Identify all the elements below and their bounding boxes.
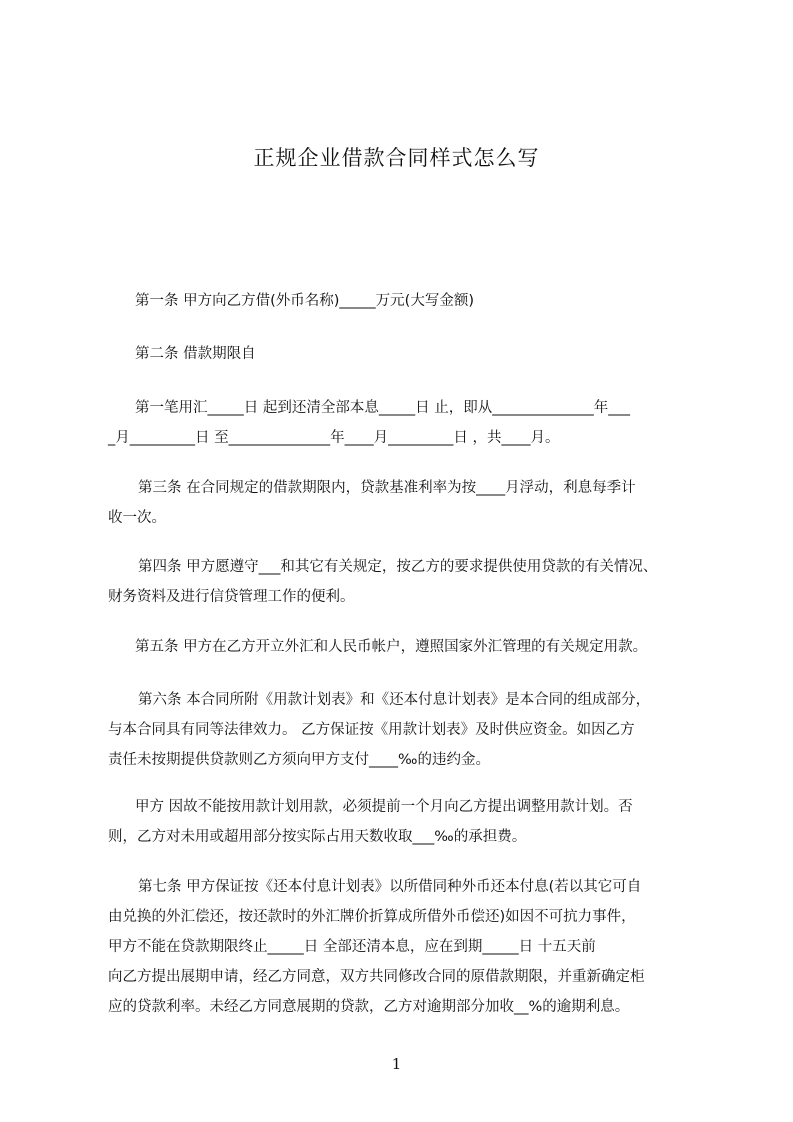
article-6 <box>105 685 705 775</box>
article-7-line-4: 向乙方提出展期申请，经乙方同意，双方共同修改合同的原借款期限，并重新确定柜 <box>108 969 645 985</box>
article-3 <box>105 473 705 533</box>
article-1 <box>105 286 705 316</box>
article-6-line-1: 第六条 本合同所附《用款计划表》和《还本付息计划表》是本合同的组成部分， <box>138 692 651 708</box>
document-title: 正规企业借款合同样式怎么写 <box>253 146 540 170</box>
article-6-line-3: 责任未按期提供贷款则乙方须向甲方支付____‰的违约金。 <box>108 752 490 768</box>
article-5-line-1: 第五条 甲方在乙方开立外汇和人民币帐户，遵照国家外汇管理的有关规定用款。 <box>135 639 648 655</box>
article-1-line-1: 第一条 甲方向乙方借(外币名称)_____万元(大写金额) <box>135 293 474 309</box>
article-2-line-1: 第二条 借款期限自 <box>135 346 256 362</box>
article-4-line-2: 财务资料及进行信贷管理工作的便利。 <box>108 589 355 605</box>
party-a-clause <box>105 792 705 852</box>
article-7 <box>105 872 705 1022</box>
page-number: 1 <box>391 1055 402 1073</box>
article-7-line-3: 甲方不能在贷款期限终止_____日 全部还清本息，应在到期_____日 十五天前 <box>108 939 596 955</box>
article-3-line-1: 第三条 在合同规定的借款期限内，贷款基准利率为按____月浮动，利息每季计 <box>138 480 636 496</box>
article-4 <box>105 552 705 612</box>
first-drawdown-line-2: _月_________日 至______________年____月_________日 ，共____月。 <box>108 430 560 446</box>
article-2 <box>105 339 705 369</box>
article-5 <box>105 632 705 662</box>
article-6-line-2: 与本合同具有同等法律效力。 乙方保证按《用款计划表》及时供应资金。如因乙方 <box>108 722 635 738</box>
first-drawdown-line-1: 第一笔用汇_____日 起到还清全部本息_____日 止，即从______________年___ <box>135 400 630 416</box>
article-4-line-1: 第四条 甲方愿遵守___和其它有关规定，按乙方的要求提供使用贷款的有关情况、 <box>138 559 658 575</box>
party-a-line-2: 则，乙方对未用或超用部分按实际占用天数收取___‰的承担费。 <box>108 829 527 845</box>
article-3-line-2: 收一次。 <box>108 510 166 526</box>
first-drawdown-clause <box>105 393 705 453</box>
party-a-line-1: 甲方 因故不能按用款计划用款，必须提前一个月向乙方提出调整用款计划。否 <box>135 799 633 815</box>
article-7-line-5: 应的贷款利率。未经乙方同意展期的贷款，乙方对逾期部分加收__%的逾期利息。 <box>108 999 630 1015</box>
article-7-line-2: 由兑换的外汇偿还，按还款时的外汇牌价折算成所借外币偿还)如因不可抗力事件， <box>108 909 636 925</box>
article-7-line-1: 第七条 甲方保证按《还本付息计划表》以所借同种外币还本付息(若以其它可自 <box>138 879 642 895</box>
